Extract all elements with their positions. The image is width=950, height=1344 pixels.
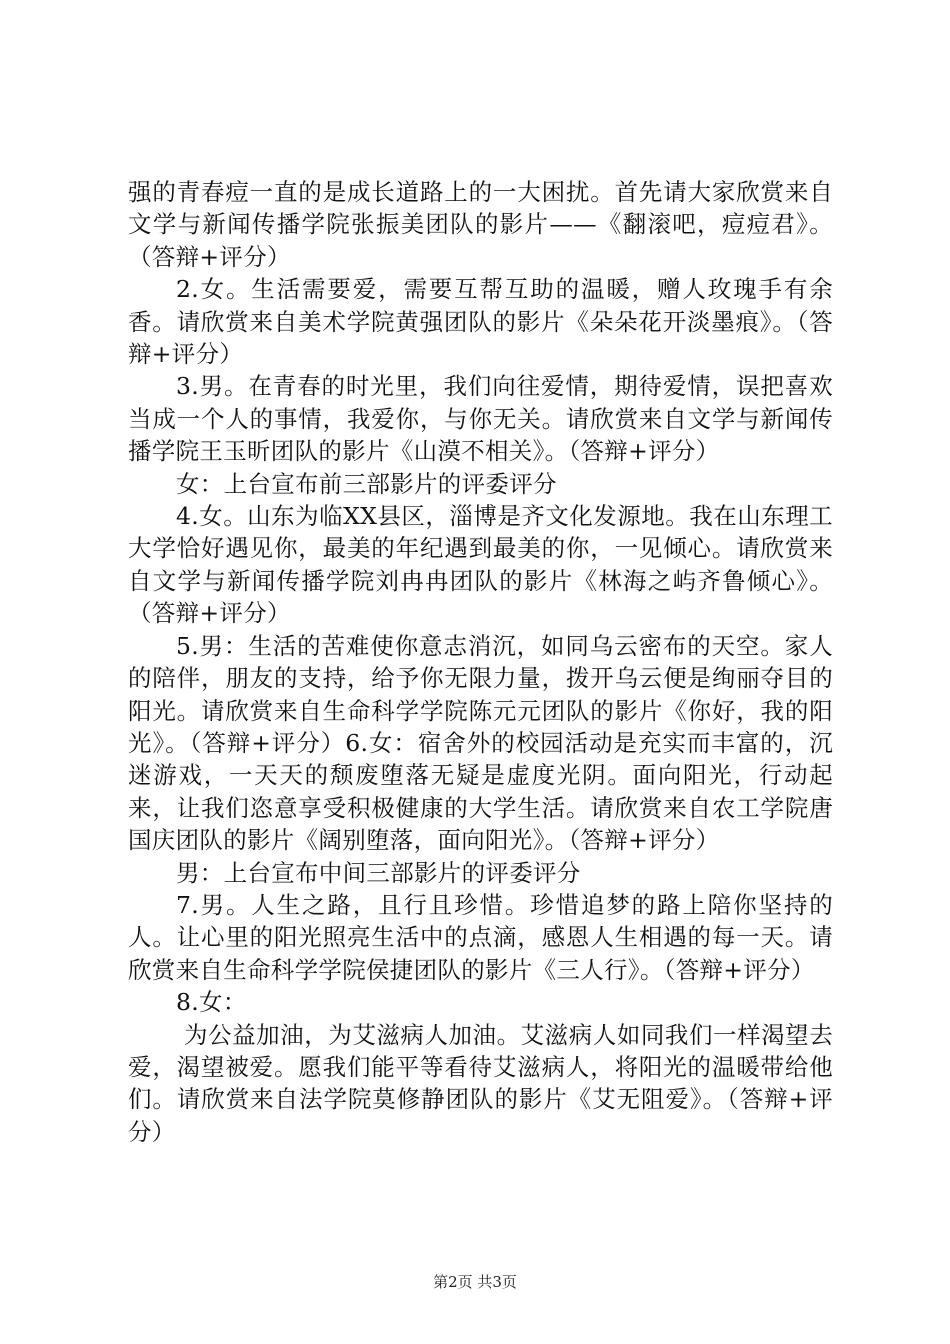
paragraph-item-3: 3.男。在青春的时光里，我们向往爱情，期待爱情，误把喜欢当成一个人的事情，我爱你，与你无关。请欣赏来自文学与新闻传播学院王玉昕团队的影片《山漠不相关》。（答辩+评分）: [128, 372, 833, 466]
paragraph-item-8-body: 为公益加油，为艾滋病人加油。艾滋病人如同我们一样渴望去爱，渴望被爱。愿我们能平等看待艾滋病人，将阳光的温暖带给他们。请欣赏来自法学院莫修静团队的影片《艾无阻爱》。（答辩+评分）: [128, 1020, 833, 1146]
paragraph-announcement-middle: 男：上台宣布中间三部影片的评委评分: [176, 858, 581, 887]
paragraph-item-4: 4.女。山东为临XX县区，淄博是齐文化发源地。我在山东理工大学恰好遇见你，最美的年纪遇到最美的你，一见倾心。请欣赏来自文学与新闻传播学院刘冉冉团队的影片《林海之屿齐鲁倾心》。（答辩+评分）: [128, 502, 833, 628]
paragraph-item-5-6: 5.男：生活的苦难使你意志消沉，如同乌云密布的天空。家人的陪伴，朋友的支持，给予你无限力量，拨开乌云便是绚丽夺目的阳光。请欣赏来自生命科学学院陈元元团队的影片《你好，我的阳光》。（答辩+评分）6.女：宿舍外的校园活动是充实而丰富的，沉迷游戏，一天天的颓废堕落无疑是虚度光阴。面向阳光，行动起来，让我们恣意享受积极健康的大学生活。请欣赏来自农工学院唐国庆团队的影片《阔别堕落，面向阳光》。（答辩+评分）: [128, 631, 833, 855]
paragraph-item-8-heading: 8.女：: [176, 988, 247, 1017]
document-body: [128, 176, 833, 1148]
paragraph-announcement-first: 女：上台宣布前三部影片的评委评分: [176, 469, 557, 498]
page-number-footer: 第2页 共3页: [433, 1273, 517, 1291]
paragraph-item-2: 2.女。生活需要爱，需要互帮互助的温暖，赠人玫瑰手有余香。请欣赏来自美术学院黄强团队的影片《朵朵花开淡墨痕》。（答辩+评分）: [128, 275, 833, 369]
paragraph-continuation: 强的青春痘一直的是成长道路上的一大困扰。首先请大家欣赏来自文学与新闻传播学院张振美团队的影片——《翻滚吧，痘痘君》。（答辩+评分）: [128, 178, 833, 271]
paragraph-item-7: 7.男。人生之路，且行且珍惜。珍惜追梦的路上陪你坚持的人。让心里的阳光照亮生活中的点滴，感恩人生相遇的每一天。请欣赏来自生命科学学院侯捷团队的影片《三人行》。（答辩+评分）: [128, 890, 833, 984]
